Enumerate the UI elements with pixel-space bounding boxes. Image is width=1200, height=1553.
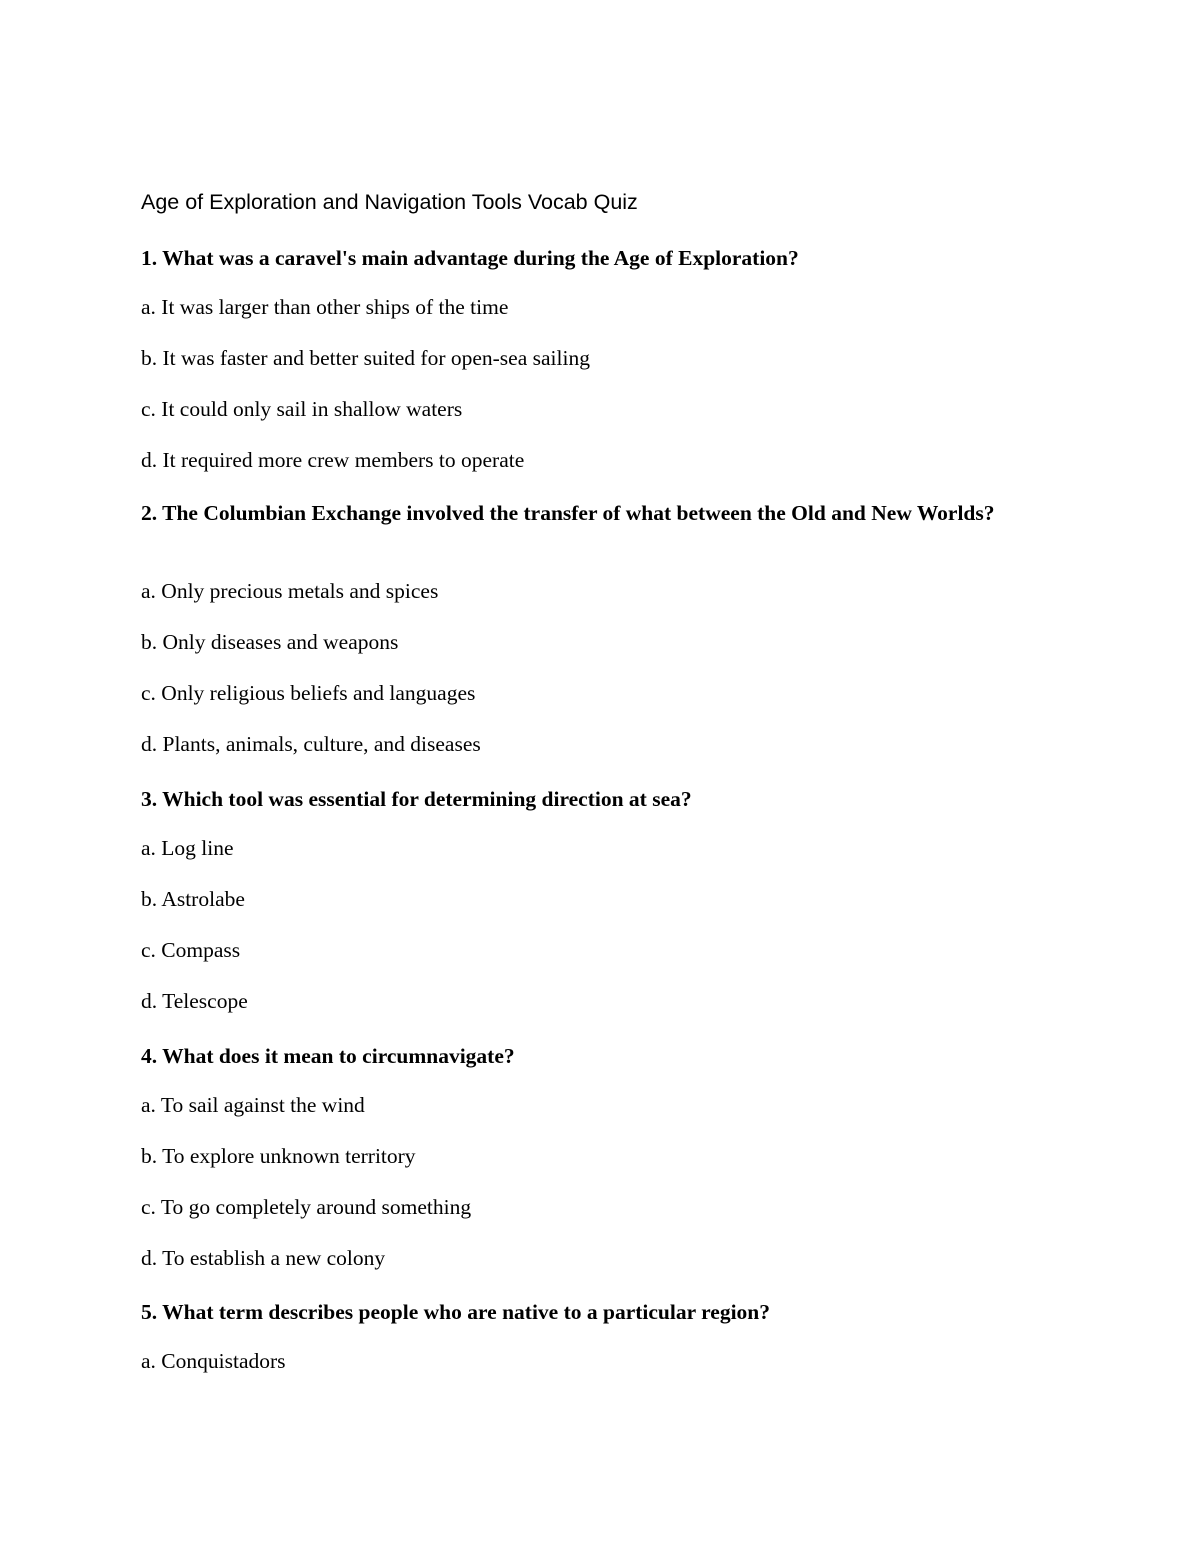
- question-1-option-d: d. It required more crew members to operate: [141, 448, 525, 472]
- question-1-option-c: c. It could only sail in shallow waters: [141, 397, 463, 421]
- question-4: 4. What does it mean to circumnavigate?: [141, 1044, 515, 1068]
- question-1-option-b: b. It was faster and better suited for open-sea sailing: [141, 346, 590, 370]
- question-1: 1. What was a caravel's main advantage during the Age of Exploration?: [141, 246, 799, 270]
- question-2-option-a: a. Only precious metals and spices: [141, 579, 439, 603]
- question-3-option-d: d. Telescope: [141, 989, 248, 1013]
- question-5-option-a: a. Conquistadors: [141, 1349, 286, 1373]
- question-3-option-a: a. Log line: [141, 836, 234, 860]
- question-4-option-a: a. To sail against the wind: [141, 1093, 365, 1117]
- question-1-option-a: a. It was larger than other ships of the time: [141, 295, 509, 319]
- question-2-option-b: b. Only diseases and weapons: [141, 630, 399, 654]
- question-3: 3. Which tool was essential for determining direction at sea?: [141, 787, 692, 811]
- question-3-option-c: c. Compass: [141, 938, 241, 962]
- question-2-option-c: c. Only religious beliefs and languages: [141, 681, 476, 705]
- question-4-option-c: c. To go completely around something: [141, 1195, 472, 1219]
- question-4-option-b: b. To explore unknown territory: [141, 1144, 416, 1168]
- question-5: 5. What term describes people who are native to a particular region?: [141, 1300, 771, 1324]
- page-title: Age of Exploration and Navigation Tools Vocab Quiz: [141, 190, 638, 214]
- question-2-option-d: d. Plants, animals, culture, and diseases: [141, 732, 481, 756]
- question-2: 2. The Columbian Exchange involved the transfer of what between the Old and New Worlds?: [141, 501, 995, 525]
- question-4-option-d: d. To establish a new colony: [141, 1246, 386, 1270]
- question-3-option-b: b. Astrolabe: [141, 887, 245, 911]
